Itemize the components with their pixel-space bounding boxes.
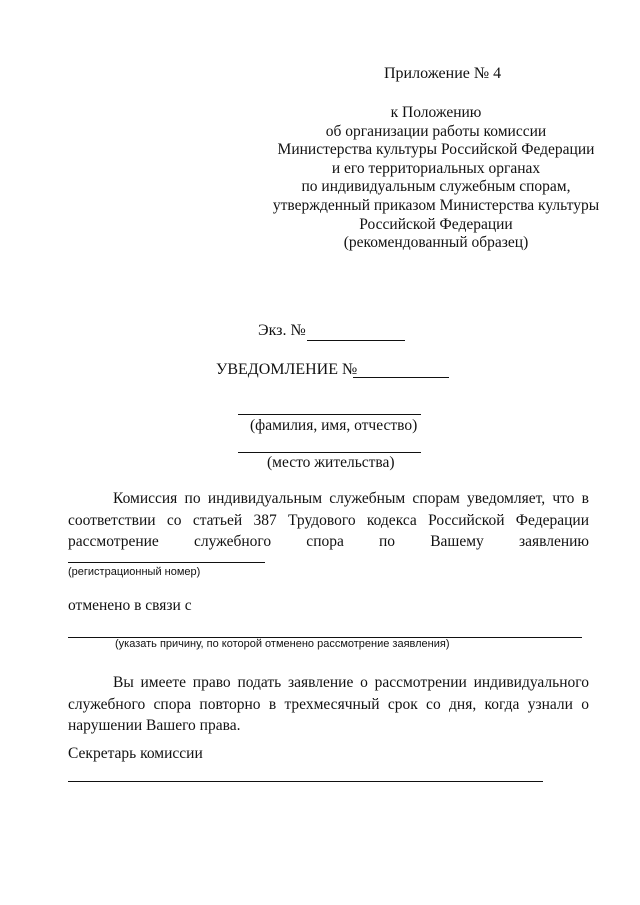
- notice-number-field[interactable]: [353, 377, 449, 378]
- paragraph-line: Комиссия по индивидуальным служебным спорам уведомляет, что в: [113, 490, 589, 507]
- cancel-reason-label: отменено в связи с: [68, 597, 192, 614]
- reference-line: к Положению: [390, 104, 482, 121]
- residence-caption: (место жительства): [267, 454, 395, 471]
- paragraph-line: Вы имеете право подать заявление о рассмотрении индивидуального: [113, 674, 589, 691]
- appendix-title: Приложение № 4: [384, 65, 502, 82]
- reference-line: по индивидуальным служебным спорам,: [301, 178, 571, 196]
- notice-title: УВЕДОМЛЕНИЕ №: [216, 361, 358, 378]
- cancel-reason-caption: (указать причину, по которой отменено рассмотрение заявления): [115, 638, 450, 650]
- reference-line: об организации работы комиссии: [325, 122, 547, 140]
- paragraph-line: служебного спора повторно в трехмесячный срок со дня, когда узнали о: [68, 695, 589, 713]
- secretary-signature-field[interactable]: [68, 781, 543, 782]
- copy-number-field[interactable]: [307, 340, 405, 341]
- reference-line: (рекомендованный образец): [343, 234, 529, 252]
- residence-field[interactable]: [238, 452, 421, 453]
- secretary-label: Секретарь комиссии: [68, 745, 203, 762]
- reference-line: Российской Федерации: [359, 215, 513, 233]
- reference-line: Министерства культуры Российской Федерации: [277, 141, 595, 159]
- rights-paragraph: [68, 672, 589, 737]
- paragraph-line: соответствии со статьей 387 Трудового кодекса Российской Федерации: [68, 511, 589, 529]
- reference-line: утвержденный приказом Министерства культуры: [272, 196, 600, 214]
- copy-number-label: Экз. №: [258, 322, 306, 339]
- paragraph-line: рассмотрение служебного спора по Вашему заявлению: [68, 533, 589, 550]
- registration-number-field[interactable]: [68, 562, 265, 563]
- reference-line: и его территориальных органах: [331, 159, 541, 177]
- regulation-reference: [262, 104, 610, 253]
- notice-paragraph: [68, 488, 589, 553]
- paragraph-line: нарушении Вашего права.: [68, 717, 241, 734]
- registration-number-caption: (регистрационный номер): [68, 566, 201, 578]
- full-name-caption: (фамилия, имя, отчество): [250, 417, 418, 434]
- full-name-field[interactable]: [238, 414, 421, 415]
